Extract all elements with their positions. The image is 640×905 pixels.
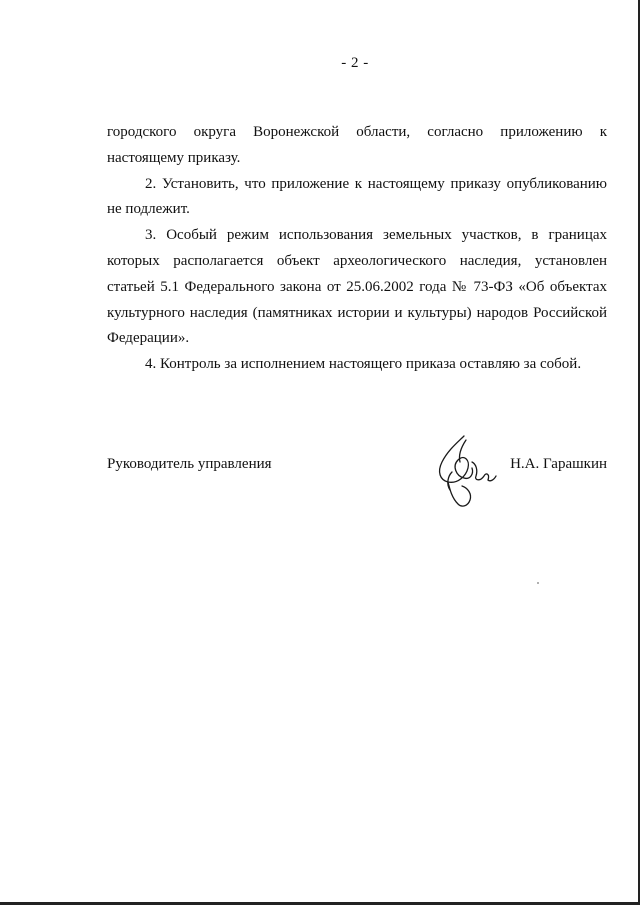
paragraph-item-3: 3. Особый режим использования земельных участков, в границах которых располагается объект археологического наследия, установлен статьей 5.1 Федерального закона от 25.06.2002 года № 73-ФЗ «Об объектах культурного наследия (памятниках истории и культуры) народов Российской Федерации». — [107, 227, 607, 347]
position-title: Руководитель управления — [107, 456, 272, 472]
signature-block — [107, 456, 607, 486]
paragraph-continuation: городского округа Воронежской области, согласно приложению к настоящему приказу. — [107, 124, 607, 166]
handwritten-signature — [428, 432, 500, 512]
scan-speck — [537, 582, 539, 584]
page-number: - 2 - — [341, 55, 369, 71]
paragraph-item-2: 2. Установить, что приложение к настоящему приказу опубликованию не подлежит. — [107, 175, 607, 218]
signer-name: Н.А. Гарашкин — [510, 456, 607, 472]
paragraph-item-4: 4. Контроль за исполнением настоящего приказа оставляю за собой. — [145, 356, 582, 373]
document-body — [107, 120, 607, 378]
